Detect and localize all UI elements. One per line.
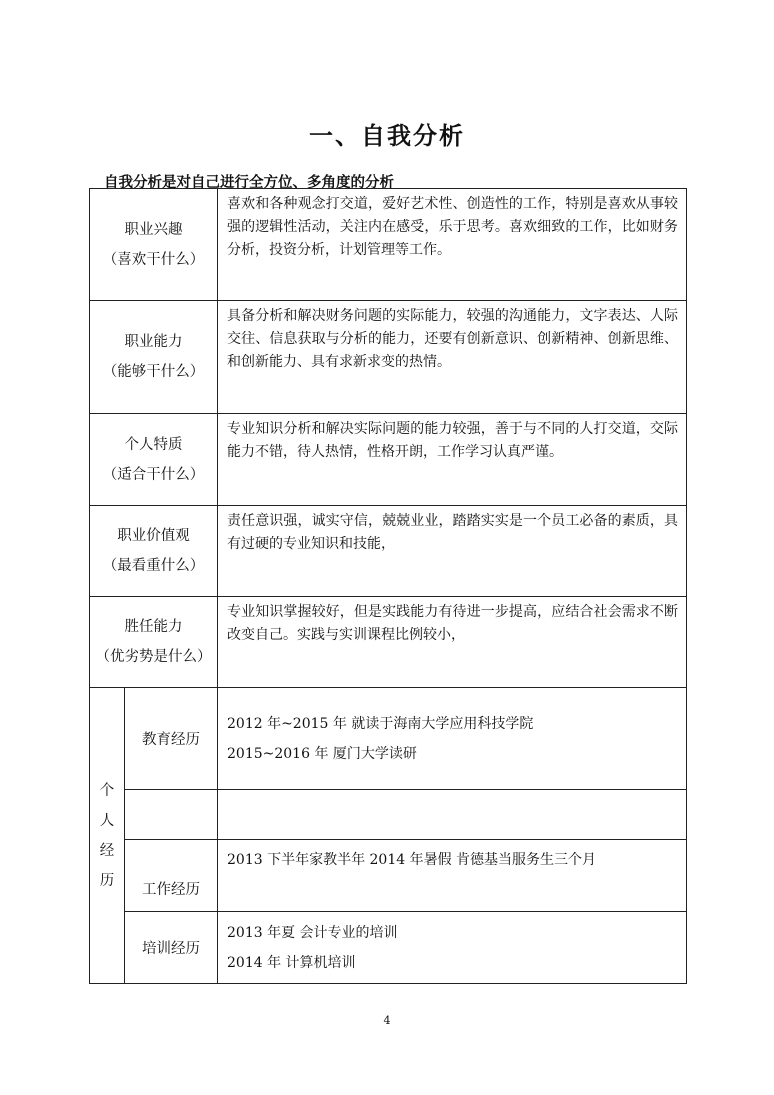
education-line: 2012 年~2015 年 就读于海南大学应用科技学院	[227, 715, 534, 732]
training-line: 2014 年 计算机培训	[227, 954, 356, 971]
row-content: 喜欢和各种观念打交道，爱好艺术性、创造性的工作，特别是喜欢从事较强的逻辑性活动，关注内在感受，乐于思考。喜欢细致的工作，比如财务分析，投资分析，计划管理等工作。	[218, 189, 687, 301]
work-content	[218, 840, 687, 912]
row-sublabel: （最看重什么）	[102, 558, 205, 574]
row-sublabel: （优劣势是什么）	[95, 649, 212, 665]
row-label-cell	[90, 414, 218, 506]
row-label-cell	[90, 189, 218, 301]
table-row	[90, 189, 687, 301]
table-row	[90, 301, 687, 414]
training-content	[218, 912, 687, 984]
row-label: 职业兴趣	[124, 221, 183, 238]
row-label-cell	[90, 506, 218, 597]
self-analysis-table	[89, 188, 687, 984]
section-subtitle: 自我分析是对自己进行全方位、多角度的分析	[104, 175, 394, 191]
row-sublabel: （适合干什么）	[102, 466, 205, 483]
training-label: 培训经历	[125, 912, 218, 984]
work-line: 2013 下半年家教半年 2014 年暑假 肯德基当服务生三个月	[227, 852, 597, 868]
table-row	[90, 912, 687, 984]
row-sublabel: （喜欢干什么）	[102, 251, 205, 268]
row-content: 具备分析和解决财务问题的实际能力，较强的沟通能力，文字表达、人际交往、信息获取与分析的能力，还要有创新意识、创新精神、创新思维、和创新能力、具有求新求变的热情。	[218, 301, 687, 414]
education-content	[218, 688, 687, 790]
row-content: 专业知识分析和解决实际问题的能力较强，善于与不同的人打交道，交际能力不错，待人热情，性格开朗，工作学习认真严谨。	[218, 414, 687, 506]
row-sublabel: （能够干什么）	[102, 364, 205, 380]
empty-cell	[218, 790, 687, 840]
row-label: 职业能力	[124, 334, 183, 350]
table-row	[90, 506, 687, 597]
table-row-empty	[90, 790, 687, 840]
table-row	[90, 688, 687, 790]
training-line: 2013 年夏 会计专业的培训	[227, 924, 398, 941]
table-row	[90, 414, 687, 506]
row-label-cell	[90, 597, 218, 688]
row-content: 专业知识掌握较好，但是实践能力有待进一步提高，应结合社会需求不断改变自己。实践与实训课程比例较小，	[218, 597, 687, 688]
table-row	[90, 840, 687, 912]
row-label: 个人特质	[124, 436, 183, 453]
row-label: 胜任能力	[124, 619, 183, 635]
education-label: 教育经历	[125, 688, 218, 790]
table-row	[90, 597, 687, 688]
page-number: 4	[383, 1014, 391, 1027]
row-label: 职业价值观	[117, 528, 190, 544]
education-line: 2015~2016 年 厦门大学读研	[227, 745, 417, 762]
empty-cell	[125, 790, 218, 840]
row-content: 责任意识强，诚实守信，兢兢业业，踏踏实实是一个员工必备的素质，具有过硬的专业知识和技能，	[218, 506, 687, 597]
experience-side-label: 个 人 经 历	[90, 688, 125, 984]
row-label-cell	[90, 301, 218, 414]
work-label: 工作经历	[125, 840, 218, 912]
page-title: 一、自我分析	[309, 122, 465, 150]
